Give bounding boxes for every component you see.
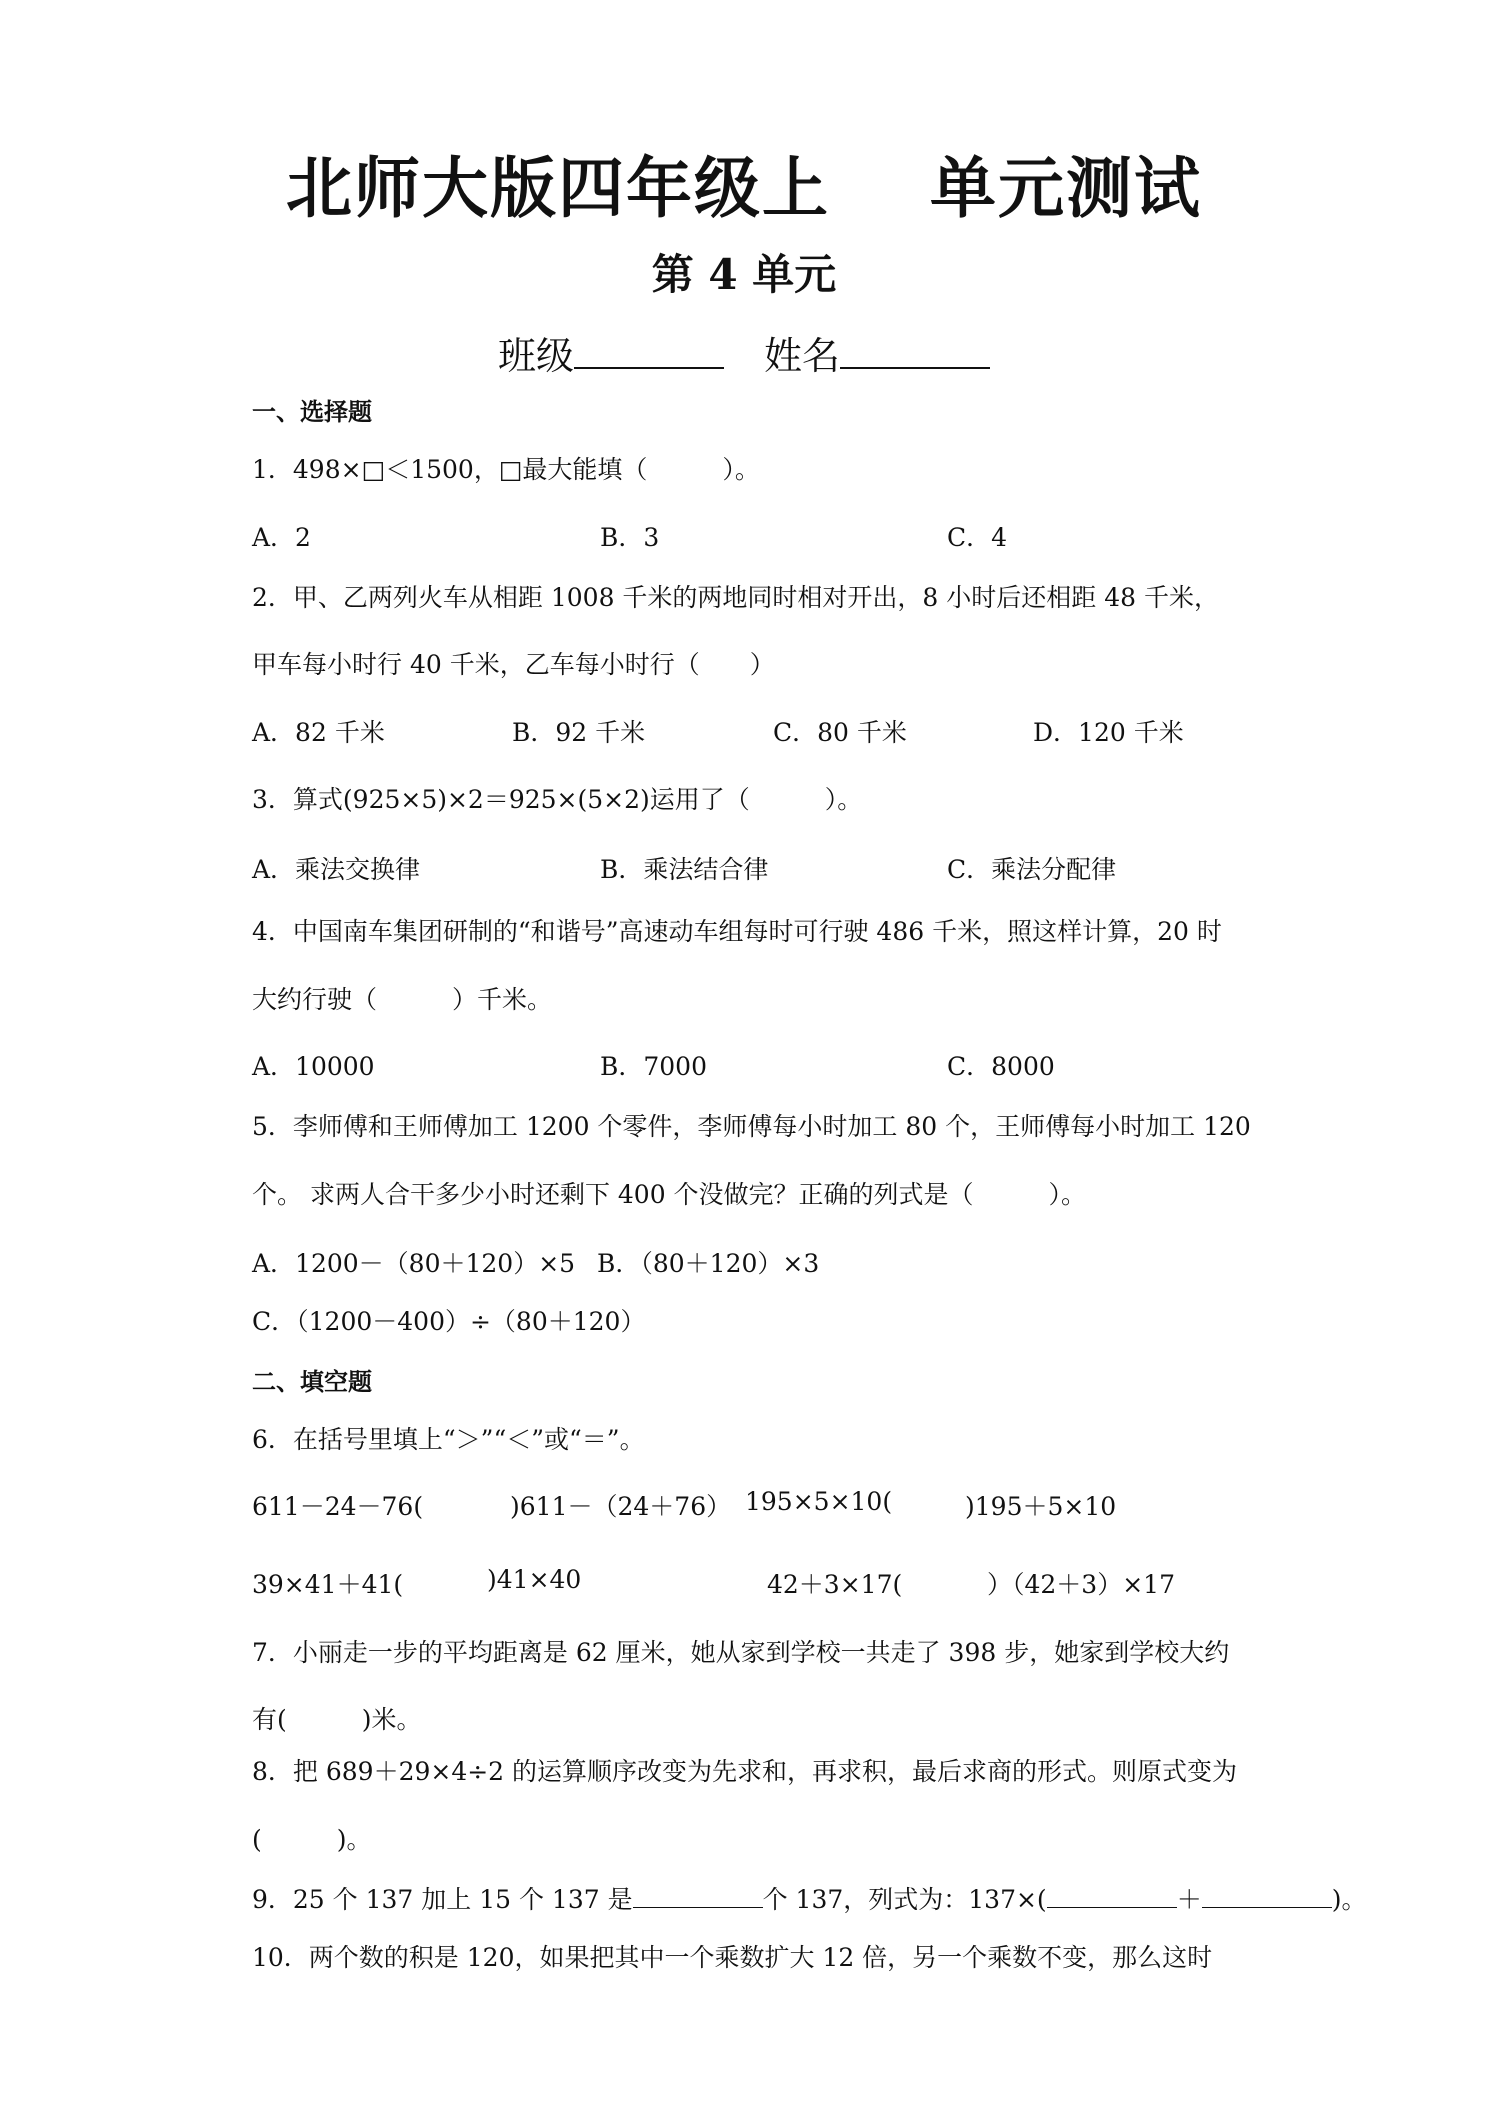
q4-option-c[interactable]: C．8000 xyxy=(947,1052,1055,1081)
q6-row2-b: )41×40 xyxy=(487,1565,582,1594)
q3-prefix: 3．算式 xyxy=(252,785,343,814)
section-heading-fill: 二、填空题 xyxy=(252,1368,372,1396)
q6-row2-c: 42＋3×17( xyxy=(767,1570,903,1599)
q1-option-c[interactable]: C．4 xyxy=(947,523,1008,552)
name-label: 姓名 xyxy=(764,334,841,378)
title-right: 单元测试 xyxy=(930,150,1202,227)
q9-part3: ＋ xyxy=(1176,1885,1202,1914)
q9-part4: )。 xyxy=(1331,1885,1367,1914)
q2-option-a[interactable]: A．82 千米 xyxy=(252,718,385,747)
question-8-stem-line1: 8．把 689＋29×4÷2 的运算顺序改变为先求和，再求积，最后求商的形式。则原式变为 xyxy=(252,1757,1238,1786)
q6-row1-c: 195×5×10( xyxy=(745,1487,893,1516)
q5-option-c[interactable]: C．（1200－400）÷（80＋120） xyxy=(252,1307,646,1336)
q6-row1-a: 611－24－76( xyxy=(252,1492,424,1521)
q6-row2-d: ）（42＋3）×17 xyxy=(987,1570,1175,1599)
q9-blank-1[interactable] xyxy=(633,1885,763,1908)
question-10-stem-line1: 10．两个数的积是 120，如果把其中一个乘数扩大 12 倍，另一个乘数不变，那么这时 xyxy=(252,1943,1213,1972)
class-blank[interactable] xyxy=(574,333,724,369)
question-3-stem xyxy=(252,780,862,816)
section-heading-choice: 一、选择题 xyxy=(252,398,372,426)
q4-option-a[interactable]: A．10000 xyxy=(252,1052,375,1081)
q1-option-b[interactable]: B．3 xyxy=(600,523,660,552)
question-8-stem-line2: ( )。 xyxy=(252,1825,372,1854)
q9-blank-3[interactable] xyxy=(1202,1885,1332,1908)
question-5-stem-line1: 5．李师傅和王师傅加工 1200 个零件，李师傅每小时加工 80 个，王师傅每小时加工 120 xyxy=(252,1112,1251,1141)
class-label: 班级 xyxy=(497,334,574,378)
name-blank[interactable] xyxy=(840,333,990,369)
question-6-stem: 6．在括号里填上“＞”“＜”或“＝”。 xyxy=(252,1425,645,1454)
question-7-stem-line1: 7．小丽走一步的平均距离是 62 厘米，她从家到学校一共走了 398 步，她家到学校大约 xyxy=(252,1638,1230,1667)
question-2-stem-line1: 2．甲、乙两列火车从相距 1008 千米的两地同时相对开出，8 小时后还相距 48 千米， xyxy=(252,583,1219,612)
q3-suffix: 运用了（ ）。 xyxy=(649,785,863,814)
class-name-line xyxy=(0,325,1488,380)
q3-option-c[interactable]: C．乘法分配律 xyxy=(947,855,1117,884)
question-4-stem-line1: 4．中国南车集团研制的“和谐号”高速动车组每时可行驶 486 千米，照这样计算，20 时 xyxy=(252,917,1222,946)
q4-option-b[interactable]: B．7000 xyxy=(600,1052,707,1081)
question-4-stem-line2: 大约行驶（ ）千米。 xyxy=(252,985,553,1014)
q5-option-a[interactable]: A．1200－（80＋120）×5 xyxy=(252,1249,576,1278)
question-5-stem-line2: 个。 求两人合干多少小时还剩下 400 个没做完？正确的列式是（ ）。 xyxy=(252,1180,1087,1209)
q2-option-d[interactable]: D．120 千米 xyxy=(1033,718,1184,747)
q3-option-b[interactable]: B．乘法结合律 xyxy=(600,855,769,884)
q2-option-b[interactable]: B．92 千米 xyxy=(512,718,646,747)
unit-subtitle: 第 4 单元 xyxy=(651,250,837,299)
q9-part2: 个 137，列式为：137×( xyxy=(762,1885,1047,1914)
q1-option-a[interactable]: A．2 xyxy=(252,523,311,552)
q6-row1-d: )195＋5×10 xyxy=(965,1492,1117,1521)
q3-option-a[interactable]: A．乘法交换律 xyxy=(252,855,421,884)
q6-row1-b: )611－（24＋76） xyxy=(510,1492,732,1521)
question-9-stem xyxy=(252,1880,1366,1916)
page-title xyxy=(0,135,1488,230)
question-1-stem: 1．498×□＜1500，□最大能填（ ）。 xyxy=(252,455,760,484)
q9-part1: 9．25 个 137 加上 15 个 137 是 xyxy=(252,1885,633,1914)
title-left: 北师大版四年级上 xyxy=(286,150,830,227)
q6-row2-a: 39×41＋41( xyxy=(252,1570,404,1599)
question-2-stem-line2: 甲车每小时行 40 千米，乙车每小时行（ ） xyxy=(252,650,775,679)
q5-option-b[interactable]: B．（80＋120）×3 xyxy=(597,1249,820,1278)
question-7-stem-line2: 有( )米。 xyxy=(252,1705,422,1734)
q2-option-c[interactable]: C．80 千米 xyxy=(773,718,907,747)
q3-formula: (925×5)×2＝925×(5×2) xyxy=(342,785,650,814)
q9-blank-2[interactable] xyxy=(1047,1885,1177,1908)
